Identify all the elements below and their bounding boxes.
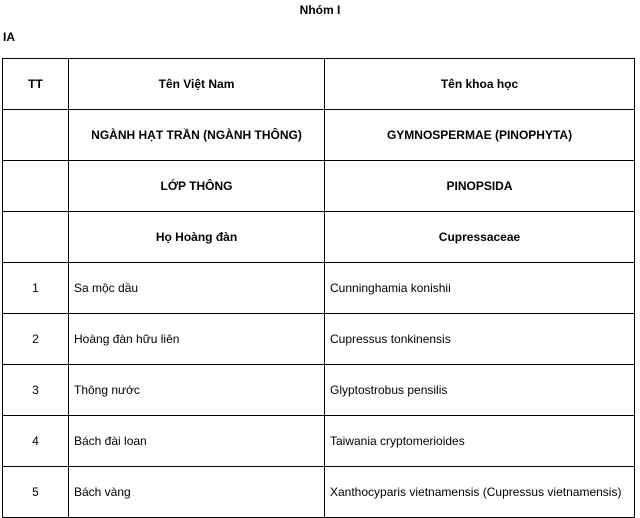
taxon-tt-cell [3,212,69,263]
row-vietnamese-name: Bách đài loan [69,416,325,467]
taxon-scientific-name: GYMNOSPERMAE (PINOPHYTA) [325,110,635,161]
row-scientific-name: Glyptostrobus pensilis [325,365,635,416]
taxon-vietnamese-name: NGÀNH HẠT TRẦN (NGÀNH THÔNG) [69,110,325,161]
document-title: Nhóm I [299,3,341,17]
header-row [3,59,635,110]
taxon-row-division [3,110,635,161]
table-row [3,416,635,467]
row-vietnamese-name: Thông nước [69,365,325,416]
table-row [3,314,635,365]
row-vietnamese-name: Hoàng đàn hữu liên [69,314,325,365]
species-table [2,58,635,518]
row-tt: 2 [3,314,69,365]
taxon-tt-cell [3,110,69,161]
header-vietnamese-name: Tên Việt Nam [69,59,325,110]
row-vietnamese-name: Bách vàng [69,467,325,518]
taxon-tt-cell [3,161,69,212]
row-scientific-name: Xanthocyparis vietnamensis (Cupressus vietnamensis) [325,467,635,518]
table-row [3,365,635,416]
row-tt: 4 [3,416,69,467]
row-tt: 1 [3,263,69,314]
taxon-scientific-name: PINOPSIDA [325,161,635,212]
taxon-row-family [3,212,635,263]
taxon-vietnamese-name: Họ Hoàng đàn [69,212,325,263]
row-scientific-name: Taiwania cryptomerioides [325,416,635,467]
header-scientific-name: Tên khoa học [325,59,635,110]
header-tt: TT [3,59,69,110]
taxon-row-class [3,161,635,212]
taxon-scientific-name: Cupressaceae [325,212,635,263]
row-tt: 3 [3,365,69,416]
table-row [3,467,635,518]
taxon-vietnamese-name: LỚP THÔNG [69,161,325,212]
row-scientific-name: Cupressus tonkinensis [325,314,635,365]
section-label: IA [3,30,15,44]
row-scientific-name: Cunninghamia konishii [325,263,635,314]
row-vietnamese-name: Sa mộc dầu [69,263,325,314]
row-tt: 5 [3,467,69,518]
table-row [3,263,635,314]
